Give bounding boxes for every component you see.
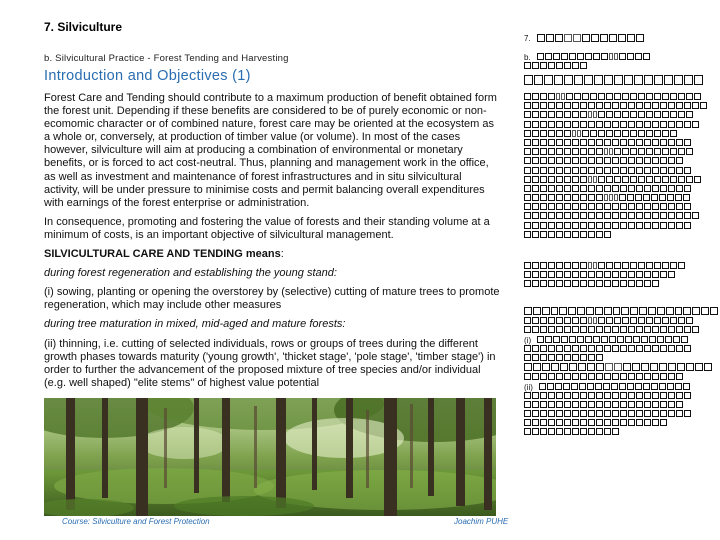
garbled-line	[524, 222, 718, 230]
footer-course: Course: Silviculture and Forest Protection	[62, 517, 210, 526]
garbled-line	[524, 307, 718, 316]
garbled-line	[524, 75, 718, 86]
item-i: (i) sowing, planting or opening the overstorey by (selective) cutting of mature trees to promote regeneration, which may include other measures	[44, 286, 500, 312]
right-column-garbled-title	[524, 75, 718, 87]
maturation-heading: during tree maturation in mixed, mid-aged and mature forests:	[44, 318, 346, 331]
regeneration-heading: during forest regeneration and establishing the young stand:	[44, 267, 337, 280]
garbled-line	[524, 373, 718, 381]
garbled-line	[524, 194, 718, 202]
chapter-heading: 7. Silviculture	[44, 20, 123, 34]
garbled-line	[524, 203, 718, 211]
garbled-line	[524, 212, 718, 220]
forest-illustration	[44, 398, 496, 516]
care-heading-colon: :	[280, 248, 284, 261]
garbled-line	[524, 428, 718, 436]
slide-title: Introduction and Objectives (1)	[44, 68, 251, 84]
garbled-line	[524, 167, 718, 175]
garbled-line	[524, 130, 718, 138]
garbled-line	[524, 363, 718, 372]
main-text	[44, 92, 500, 396]
garbled-prefix: (i)	[524, 335, 532, 345]
garbled-line	[524, 383, 718, 391]
garbled-prefix: (ii)	[524, 382, 533, 392]
garbled-line	[524, 148, 718, 156]
garbled-line	[524, 111, 718, 119]
garbled-line	[524, 34, 718, 43]
right-column-garbled-body-1	[524, 93, 718, 240]
right-column-garbled-header	[524, 34, 718, 44]
garbled-line	[524, 317, 718, 325]
garbled-line	[524, 176, 718, 184]
garbled-line	[524, 410, 718, 418]
forest-photo	[44, 398, 496, 516]
garbled-line	[524, 102, 718, 110]
care-heading	[44, 248, 500, 261]
garbled-line	[524, 326, 718, 334]
right-column-garbled-section	[524, 53, 718, 71]
garbled-line	[524, 121, 718, 129]
garbled-line	[524, 354, 718, 362]
garbled-line	[524, 185, 718, 193]
garbled-line	[524, 157, 718, 165]
item-ii: (ii) thinning, i.e. cutting of selected individuals, rows or groups of trees during the different growth phases towards maturity ('young growth', 'thicket stage', 'pole stage', 'timber stage') in order to further the advancement of the proposed mixture of tree species and/or individual (e.g. well shaped) "elite stems" of highest value potential	[44, 337, 496, 389]
garbled-line	[524, 231, 718, 239]
garbled-line	[524, 336, 718, 344]
garbled-line	[524, 271, 718, 279]
paragraph-1: Forest Care and Tending should contribute to a maximum production of benefit obtained form the forest unit. Depending if these benefits are considered to be of purely economic or non-ecomomic character or of combined nature, forest care may be oriented at the ecosystem as a whole or, conversely, at production of timber value (or volume). In most of the cases however, silviculture will aim at producing a combination of environmental or monetary benefits, or is forced to act cost-neutral. Thus, planning and management work in the office, as well as investment and maintenance of forest infrastructures and in situ silvicultural activity, will be under pressure to minimise costs and permit balancing overall expenditures with earnings of the forest enterprise or administration.	[44, 92, 497, 209]
garbled-prefix: 7.	[524, 34, 531, 43]
garbled-prefix: b.	[524, 53, 531, 62]
garbled-line	[524, 401, 718, 409]
garbled-line	[524, 62, 718, 70]
garbled-line	[524, 419, 718, 427]
right-column-garbled-care	[524, 307, 718, 438]
care-heading-bold: SILVICULTURAL CARE AND TENDING means	[44, 248, 281, 261]
garbled-line	[524, 139, 718, 147]
garbled-line	[524, 262, 718, 270]
section-heading: b. Silvicultural Practice - Forest Tending and Harvesting	[44, 53, 289, 64]
garbled-line	[524, 93, 718, 101]
garbled-line	[524, 345, 718, 353]
footer-author: Joachim PUHE	[454, 517, 509, 526]
right-column-garbled-body-2	[524, 262, 718, 290]
garbled-line	[524, 53, 718, 61]
paragraph-2: In consequence, promoting and fostering the value of forests and their standing volume at a minimum of costs, is an important objective of silvicultural management.	[44, 215, 490, 241]
garbled-line	[524, 280, 718, 288]
garbled-line	[524, 392, 718, 400]
